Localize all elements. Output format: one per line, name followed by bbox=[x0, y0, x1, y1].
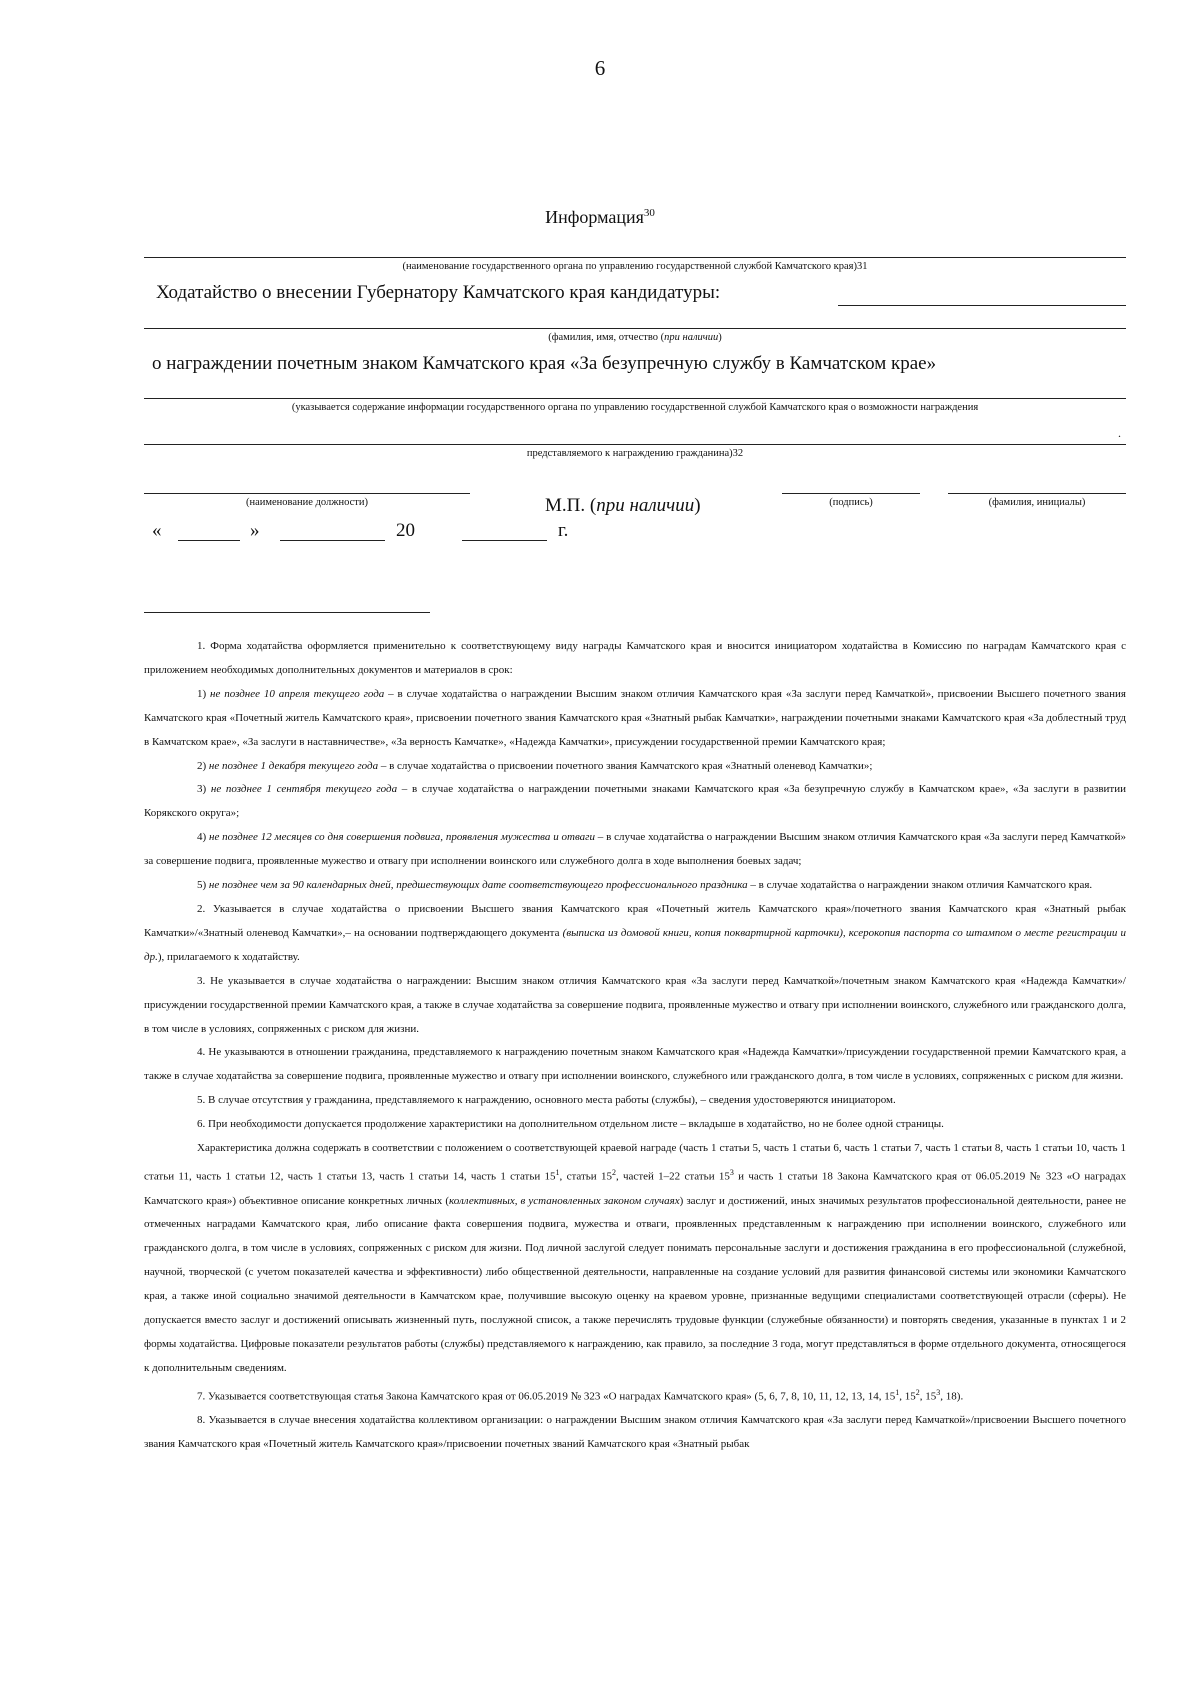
note-2-italic: (выписка из домовой книги, копия поквартирной карточки), ксерокопия паспорта со штампом о месте регистрации и др. bbox=[144, 926, 1126, 963]
note-1-3-prefix: 3) bbox=[197, 783, 211, 796]
note-8: 8. Указывается в случае внесения ходатайства коллективом организации: о награждении Высшим знаком отличия Камчатского края «За заслуги перед Камчаткой»/присвоении Высшего почетного звания Камчатского края «Почетный житель Камчатского края»/присвоении почетных званий Камчатского края «Знатный рыбак bbox=[144, 1414, 1126, 1451]
note-3: 3. Не указывается в случае ходатайства о награждении: Высшим знаком отличия Камчатского края «За заслуги перед Камчаткой»/почетным знаком Камчатского края «Надежда Камчатки»/присуждении государственной премии Камчатского края, а также в случае ходатайства за совершение подвига, проявленные мужество и отвагу при исполнении воинского, служебного или гражданского долга, в том числе в условиях, сопряженных с риском для жизни. bbox=[144, 974, 1126, 1035]
note-1-3-deadline: не позднее 1 сентября текущего года bbox=[210, 783, 398, 796]
note-6b-text-b: , статьи 15 bbox=[559, 1170, 612, 1183]
note-1-4-text: – в случае ходатайства о награждении Высшим знаком отличия Камчатского края «За заслуги перед Камчаткой» за совершение подвига, проявленные мужество и отвагу при исполнении воинского или служебного долга в ходе выполнения боевых задач; bbox=[144, 831, 1126, 868]
note-6-characteristic bbox=[144, 1137, 1126, 1381]
note-1-4 bbox=[144, 826, 1126, 874]
note-1-1-text: – в случае ходатайства о награждении Высшим знаком отличия Камчатского края «За заслуги перед Камчаткой», присвоении Высшего почетного звания Камчатского края «Почетный житель Камчатского края», присвоении почетного звания Камчатского края «Знатный рыбак Камчатки», награждении почетными знаками Камчатского края «За доблестный труд в Камчатском крае», «За заслуги в наставничестве», «За верность Камчатке», «Надежда Камчатки», присуждении государственной премии Камчатского края; bbox=[144, 687, 1126, 748]
fio-caption-italic: при наличии bbox=[664, 332, 719, 343]
stamp-prefix: М.П. ( bbox=[545, 495, 597, 516]
note-4: 4. Не указываются в отношении гражданина, представляемого к награждению почетным знаком Камчатского края «Надежда Камчатки»/присуждении государственной премии Камчатского края, а также в случае ходатайства за совершение подвига, проявленные мужество и отвагу при исполнении воинского, служебного или гражданского долга, в том числе в условиях, сопряженных с риском для жизни. bbox=[144, 1046, 1126, 1083]
note-1-2 bbox=[144, 755, 1126, 779]
footnotes bbox=[144, 635, 1126, 1457]
info-period: . bbox=[1118, 426, 1121, 440]
footnote-separator bbox=[144, 612, 430, 613]
position-line bbox=[144, 493, 470, 494]
info-line-2 bbox=[144, 444, 1126, 445]
form-title-text: Информация bbox=[545, 207, 644, 227]
note-6: 6. При необходимости допускается продолжение характеристики на дополнительном отдельном листе – вкладыше в ходатайство, но не более одной страницы. bbox=[197, 1118, 944, 1131]
note-1-1-prefix: 1) bbox=[197, 687, 211, 700]
info-caption-1: (указывается содержание информации государственного органа по управлению государственной службой Камчатского края о возможности награждения bbox=[291, 402, 979, 413]
note-1-5-text: – в случае ходатайства о награждении знаком отличия Камчатского края. bbox=[747, 879, 1093, 892]
date-month-line bbox=[280, 540, 385, 541]
organ-name-caption: (наименование государственного органа по управлению государственной службой Камчатского края)31 bbox=[402, 261, 868, 272]
note-1-5 bbox=[144, 874, 1126, 898]
date-year-line bbox=[462, 540, 547, 541]
note-1-2-prefix: 2) bbox=[197, 759, 209, 772]
note-6b-text-e: ) заслуг и достижений, иных значимых результатов профессиональной деятельности, ранее не отмеченных наградами Камчатского края, либо описание факта совершения подвига, мужества и отваги, проявленных представленным к награждению при исполнении воинского, служебного или гражданского долга, в том числе в условиях, сопряженных с риском для жизни. Под личной заслугой следует понимать персональные заслуги и достижения гражданина в его профессиональной (служебной, научной, творческой (с учетом показателей качества и эффективности) либо общественной деятельности, направленные на создание условий для развития финансовой системы или экономики Камчатского края, а также иной социально значимой деятельности в Камчатском крае, получившие высокую оценку на краевом уровне, признанные ведущими специалистами соответствующей отрасли (сферы). Не допускается вместо заслуг и достижений описывать жизненный путь, послужной список, а также перечислять трудовые функции (служебные обязанности) и повторять сведения, указанные в пунктах 1 и 2 формы ходатайства. Цифровые показатели результатов работы (службы) представляемого к награждению, как правило, за последние 3 года, могут представляться в форме отдельного документа, относящегося к дополнительным сведениям. bbox=[144, 1194, 1126, 1374]
stamp-suffix: ) bbox=[694, 495, 701, 516]
note-7-text-d: , 18). bbox=[940, 1390, 964, 1403]
signature-line bbox=[782, 493, 920, 494]
note-1-5-deadline: не позднее чем за 90 календарных дней, предшествующих дате соответствующего профессионального праздника bbox=[208, 879, 748, 892]
info-line-1 bbox=[144, 398, 1126, 399]
fio-caption-prefix: (фамилия, имя, отчество ( bbox=[548, 332, 665, 343]
date-day-line bbox=[178, 540, 240, 541]
note-1-5-prefix: 5) bbox=[197, 879, 209, 892]
note-1-1-deadline: не позднее 10 апреля текущего года bbox=[210, 687, 385, 700]
fio-line bbox=[144, 328, 1126, 329]
title-footnote-ref: 30 bbox=[643, 207, 655, 219]
note-7-sup-3: 3 bbox=[936, 1387, 941, 1397]
note-1: 1. Форма ходатайства оформляется применительно к соответствующему виду награды Камчатского края и вносится инициатором ходатайства в Комиссию по наградам Камчатского края с приложением необходимых дополнительных документов и материалов в срок: bbox=[144, 640, 1126, 676]
fio-caption bbox=[144, 332, 1126, 343]
note-2 bbox=[144, 898, 1126, 970]
organ-name-line bbox=[144, 257, 1126, 258]
note-7-text-c: , 15 bbox=[919, 1390, 937, 1403]
note-5: 5. В случае отсутствия у гражданина, представляемого к награждению, основного места работы (службы), – сведения удостоверяются инициатором. bbox=[197, 1094, 896, 1107]
note-1-3-text: – в случае ходатайства о награждении почетными знаками Камчатского края «За безупречную службу в Камчатском крае», «За заслуги в развитии Корякского округа»; bbox=[144, 783, 1127, 820]
note-2-text-a: 2. Указывается в случае ходатайства о присвоении Высшего звания Камчатского края «Почетный житель Камчатского края»/почетного звания Камчатского края «Знатный рыбак Камчатки»/«Знатный оленевод Камчатки»,– на основании подтверждающего документа bbox=[144, 902, 1126, 939]
award-line: о награждении почетным знаком Камчатского края «За безупречную службу в Камчатском крае» bbox=[152, 353, 937, 374]
note-1-4-prefix: 4) bbox=[197, 831, 209, 844]
note-7-sup-1: 1 bbox=[895, 1387, 900, 1397]
note-6b-text-c: , частей 1–22 статьи 15 bbox=[615, 1170, 730, 1183]
note-7-text-a: 7. Указывается соответствующая статья Закона Камчатского края от 06.05.2019 № 323 «О наградах Камчатского края» (5, 6, 7, 8, 10, 11, 12, 13, 14, 15 bbox=[197, 1390, 896, 1403]
stamp-italic: при наличии bbox=[596, 495, 695, 516]
note-6b-text-d: и часть 1 статьи 18 Закона Камчатского края от 06.05.2019 № 323 «О наградах Камчатского края») объективное описание конкретных личных ( bbox=[144, 1170, 1126, 1207]
initials-caption: (фамилия, инициалы) bbox=[988, 497, 1086, 508]
page-number: 6 bbox=[594, 56, 606, 80]
note-2-text-b: ), прилагаемого к ходатайству. bbox=[157, 950, 300, 963]
candidate-blank-line bbox=[838, 305, 1126, 306]
fio-caption-suffix: ) bbox=[718, 332, 722, 343]
date-open-quote: « bbox=[152, 520, 162, 541]
note-7-text-b: , 15 bbox=[899, 1390, 916, 1403]
signature-caption: (подпись) bbox=[829, 497, 873, 508]
petition-line: Ходатайство о внесении Губернатору Камчатского края кандидатуры: bbox=[156, 282, 721, 303]
note-1-1 bbox=[144, 683, 1126, 755]
note-1-3 bbox=[144, 778, 1126, 826]
date-year-suffix: г. bbox=[558, 520, 569, 541]
date-year-prefix: 20 bbox=[396, 520, 415, 541]
note-1-2-text: – в случае ходатайства о присвоении почетного звания Камчатского края «Знатный оленевод Камчатки»; bbox=[378, 759, 873, 772]
note-7-sup-2: 2 bbox=[915, 1387, 920, 1397]
date-close-quote: » bbox=[250, 520, 260, 541]
initials-line bbox=[948, 493, 1126, 494]
note-1-4-deadline: не позднее 12 месяцев со дня совершения подвига, проявления мужества и отваги bbox=[208, 831, 595, 844]
note-7 bbox=[144, 1381, 1126, 1410]
note-6b-sup-2: 2 bbox=[611, 1167, 616, 1177]
note-6b-sup-1: 1 bbox=[555, 1167, 560, 1177]
info-caption-2: представляемого к награждению гражданина)32 bbox=[526, 448, 744, 459]
form-title bbox=[0, 207, 1200, 228]
position-caption: (наименование должности) bbox=[245, 497, 369, 508]
stamp-label bbox=[545, 495, 701, 517]
note-6b-italic: коллективных, в установленных законом случаях bbox=[449, 1194, 680, 1207]
note-6b-sup-3: 3 bbox=[729, 1167, 734, 1177]
note-6b-text-a: Характеристика должна содержать в соответствии с положением о соответствующей краевой награде (часть 1 статьи 5, часть 1 статьи 6, часть 1 статьи 7, часть 1 статьи 8, часть 1 статьи 10, часть 1 статьи 11, часть 1 статьи 12, часть 1 статьи 13, часть 1 статьи 14, часть 1 статьи 15 bbox=[144, 1142, 1126, 1183]
note-1-2-deadline: не позднее 1 декабря текущего года bbox=[208, 759, 379, 772]
